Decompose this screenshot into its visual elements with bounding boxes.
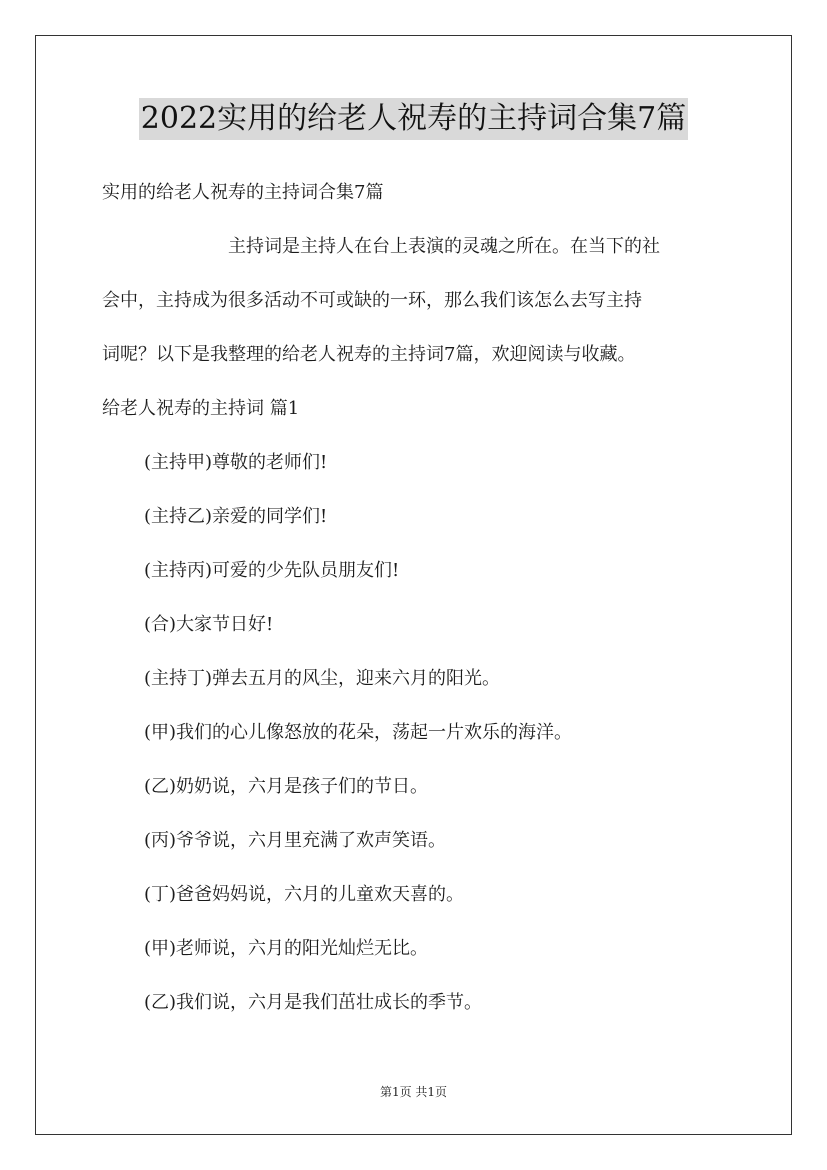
document-title: 2022实用的给老人祝寿的主持词合集7篇 — [139, 98, 688, 140]
dialogue-line: (甲)老师说，六月的阳光灿烂无比。 — [144, 938, 429, 959]
dialogue-line: (乙)我们说，六月是我们茁壮成长的季节。 — [144, 992, 483, 1013]
dialogue-line: (丁)爸爸妈妈说，六月的儿童欢天喜的。 — [144, 884, 465, 905]
page-footer: 第1页 共1页 — [379, 1085, 448, 1099]
intro-line-3: 词呢？以下是我整理的给老人祝寿的主持词7篇，欢迎阅读与收藏。 — [102, 344, 636, 365]
dialogue-line: (主持丙)可爱的少先队员朋友们! — [144, 560, 400, 581]
dialogue-line: (主持甲)尊敬的老师们! — [144, 452, 328, 473]
dialogue-line: (合)大家节日好! — [144, 614, 274, 635]
document-subtitle: 实用的给老人祝寿的主持词合集7篇 — [102, 182, 384, 203]
dialogue-line: (主持乙)亲爱的同学们! — [144, 506, 328, 527]
dialogue-line: (甲)我们的心儿像怒放的花朵，荡起一片欢乐的海洋。 — [144, 722, 573, 743]
title-container — [0, 98, 827, 140]
intro-line-2: 会中，主持成为很多活动不可或缺的一环，那么我们该怎么去写主持 — [102, 290, 642, 311]
section-heading: 给老人祝寿的主持词 篇1 — [102, 398, 300, 419]
intro-line-1: 主持词是主持人在台上表演的灵魂之所在。在当下的社 — [228, 236, 660, 257]
dialogue-line: (丙)爷爷说，六月里充满了欢声笑语。 — [144, 830, 447, 851]
dialogue-line: (乙)奶奶说，六月是孩子们的节日。 — [144, 776, 429, 797]
dialogue-line: (主持丁)弹去五月的风尘，迎来六月的阳光。 — [144, 668, 501, 689]
